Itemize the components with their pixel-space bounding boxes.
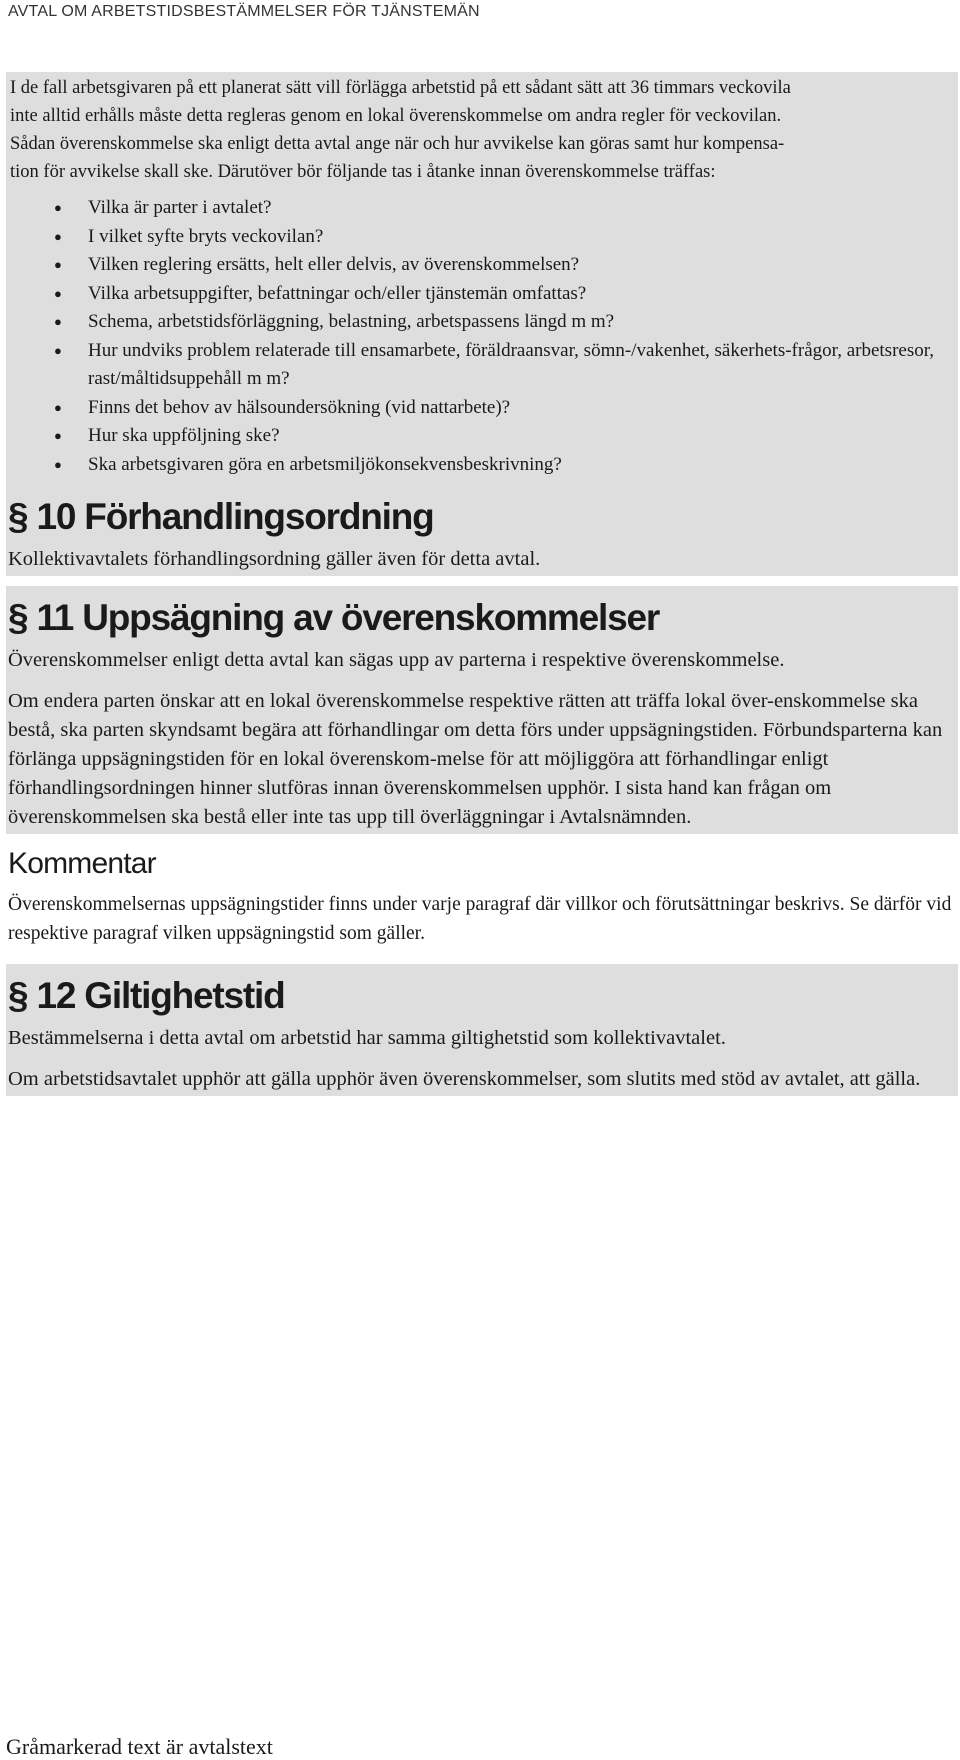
footer-note: Gråmarkerad text är avtalstext — [6, 1734, 273, 1759]
intro-line-1: I de fall arbetsgivaren på ett planerat sätt vill förlägga arbetstid på ett sådant sätt att 36 timmars veckovila — [10, 78, 791, 98]
bullet-icon: ● — [54, 456, 62, 472]
list-item: ● Vilka arbetsuppgifter, befattningar och/eller tjänstemän omfattas? — [8, 280, 956, 309]
comment-text: Överenskommelsernas uppsägningstider finns under varje paragraf där villkor och förutsättningar beskrivs. Se därför vid respektive paragraf vilken uppsägningstid som gäller. — [6, 888, 958, 954]
section-gap — [6, 576, 958, 586]
section-11-heading: § 11 Uppsägning av överenskommelser — [6, 586, 958, 644]
running-header: AVTAL OM ARBETSTIDSBESTÄMMELSER FÖR TJÄNSTEMÄN — [8, 3, 480, 20]
list-item: ● Hur undviks problem relaterade till ensamarbete, föräldraansvar, sömn-/vakenhet, säkerhets-frågor, arbetsresor, rast/måltidsuppehåll m m? — [8, 337, 956, 394]
question-list — [8, 186, 956, 485]
list-item: ● Finns det behov av hälsoundersökning (vid nattarbete)? — [8, 394, 956, 423]
bullet-icon: ● — [54, 342, 62, 358]
intro-line-2: inte alltid erhålls måste detta regleras genom en lokal överenskommelse om andra regler för veckovilan. — [10, 106, 782, 126]
list-item: ● Hur ska uppföljning ske? — [8, 422, 956, 451]
bullet-icon: ● — [54, 228, 62, 244]
list-item: ● Vilka är parter i avtalet? — [8, 194, 956, 223]
bullet-icon: ● — [54, 257, 62, 272]
list-item: ● I vilket syfte bryts veckovilan? — [8, 223, 956, 252]
bullet-icon: ● — [54, 285, 62, 301]
section-10-text: Kollektivavtalets förhandlingsordning gäller även för detta avtal. — [6, 543, 958, 576]
list-item: ● Schema, arbetstidsförläggning, belastning, arbetspassens längd m m? — [8, 308, 956, 337]
section-11-paragraph-2: Om endera parten önskar att en lokal överenskommelse respektive rätten att träffa lokal över-enskommelse ska bestå, ska parten skyndsamt begära att förhandlingar om detta förs under uppsägningstiden. Förbundsparterna kan förlänga uppsägningstiden för en lokal överenskom-melse för att möjliggöra att förhandlingar enligt förhandlingsordningen hinner slutföras innan överenskommelsen upphör. I sista hand kan frågan om överenskommelsen ska bestå eller inte tas upp till överläggningar i Avtalsnämnden. — [6, 677, 958, 834]
document-body — [6, 72, 958, 1096]
intro-paragraph — [8, 72, 956, 186]
agreement-block-weekly-rest — [6, 72, 958, 485]
section-12-paragraph-2: Om arbetstidsavtalet upphör att gälla upphör även överenskommelser, som slutits med stöd av avtalet, att gälla. — [6, 1055, 958, 1096]
section-gap — [6, 954, 958, 964]
bullet-icon: ● — [54, 428, 62, 443]
list-item: ● Ska arbetsgivaren göra en arbetsmiljökonsekvensbeskrivning? — [8, 451, 956, 480]
section-11-paragraph-1: Överenskommelser enligt detta avtal kan sägas upp av parterna i respektive överenskommelse. — [6, 644, 958, 677]
bullet-icon: ● — [54, 314, 62, 329]
section-12-heading: § 12 Giltighetstid — [6, 964, 958, 1022]
section-12-paragraph-1: Bestämmelserna i detta avtal om arbetstid har samma giltighetstid som kollektivavtalet. — [6, 1022, 958, 1055]
comment-heading: Kommentar — [6, 834, 958, 888]
intro-line-4: tion för avvikelse skall ske. Därutöver bör följande tas i åtanke innan överenskommelse träffas: — [10, 162, 716, 182]
intro-line-3: Sådan överenskommelse ska enligt detta avtal ange när och hur avvikelse kan göras samt hur kompensa- — [10, 134, 785, 154]
bullet-icon: ● — [54, 399, 62, 415]
section-10-heading: § 10 Förhandlingsordning — [6, 485, 958, 543]
list-item: ● Vilken reglering ersätts, helt eller delvis, av överenskommelsen? — [8, 251, 956, 280]
bullet-icon: ● — [54, 200, 62, 215]
